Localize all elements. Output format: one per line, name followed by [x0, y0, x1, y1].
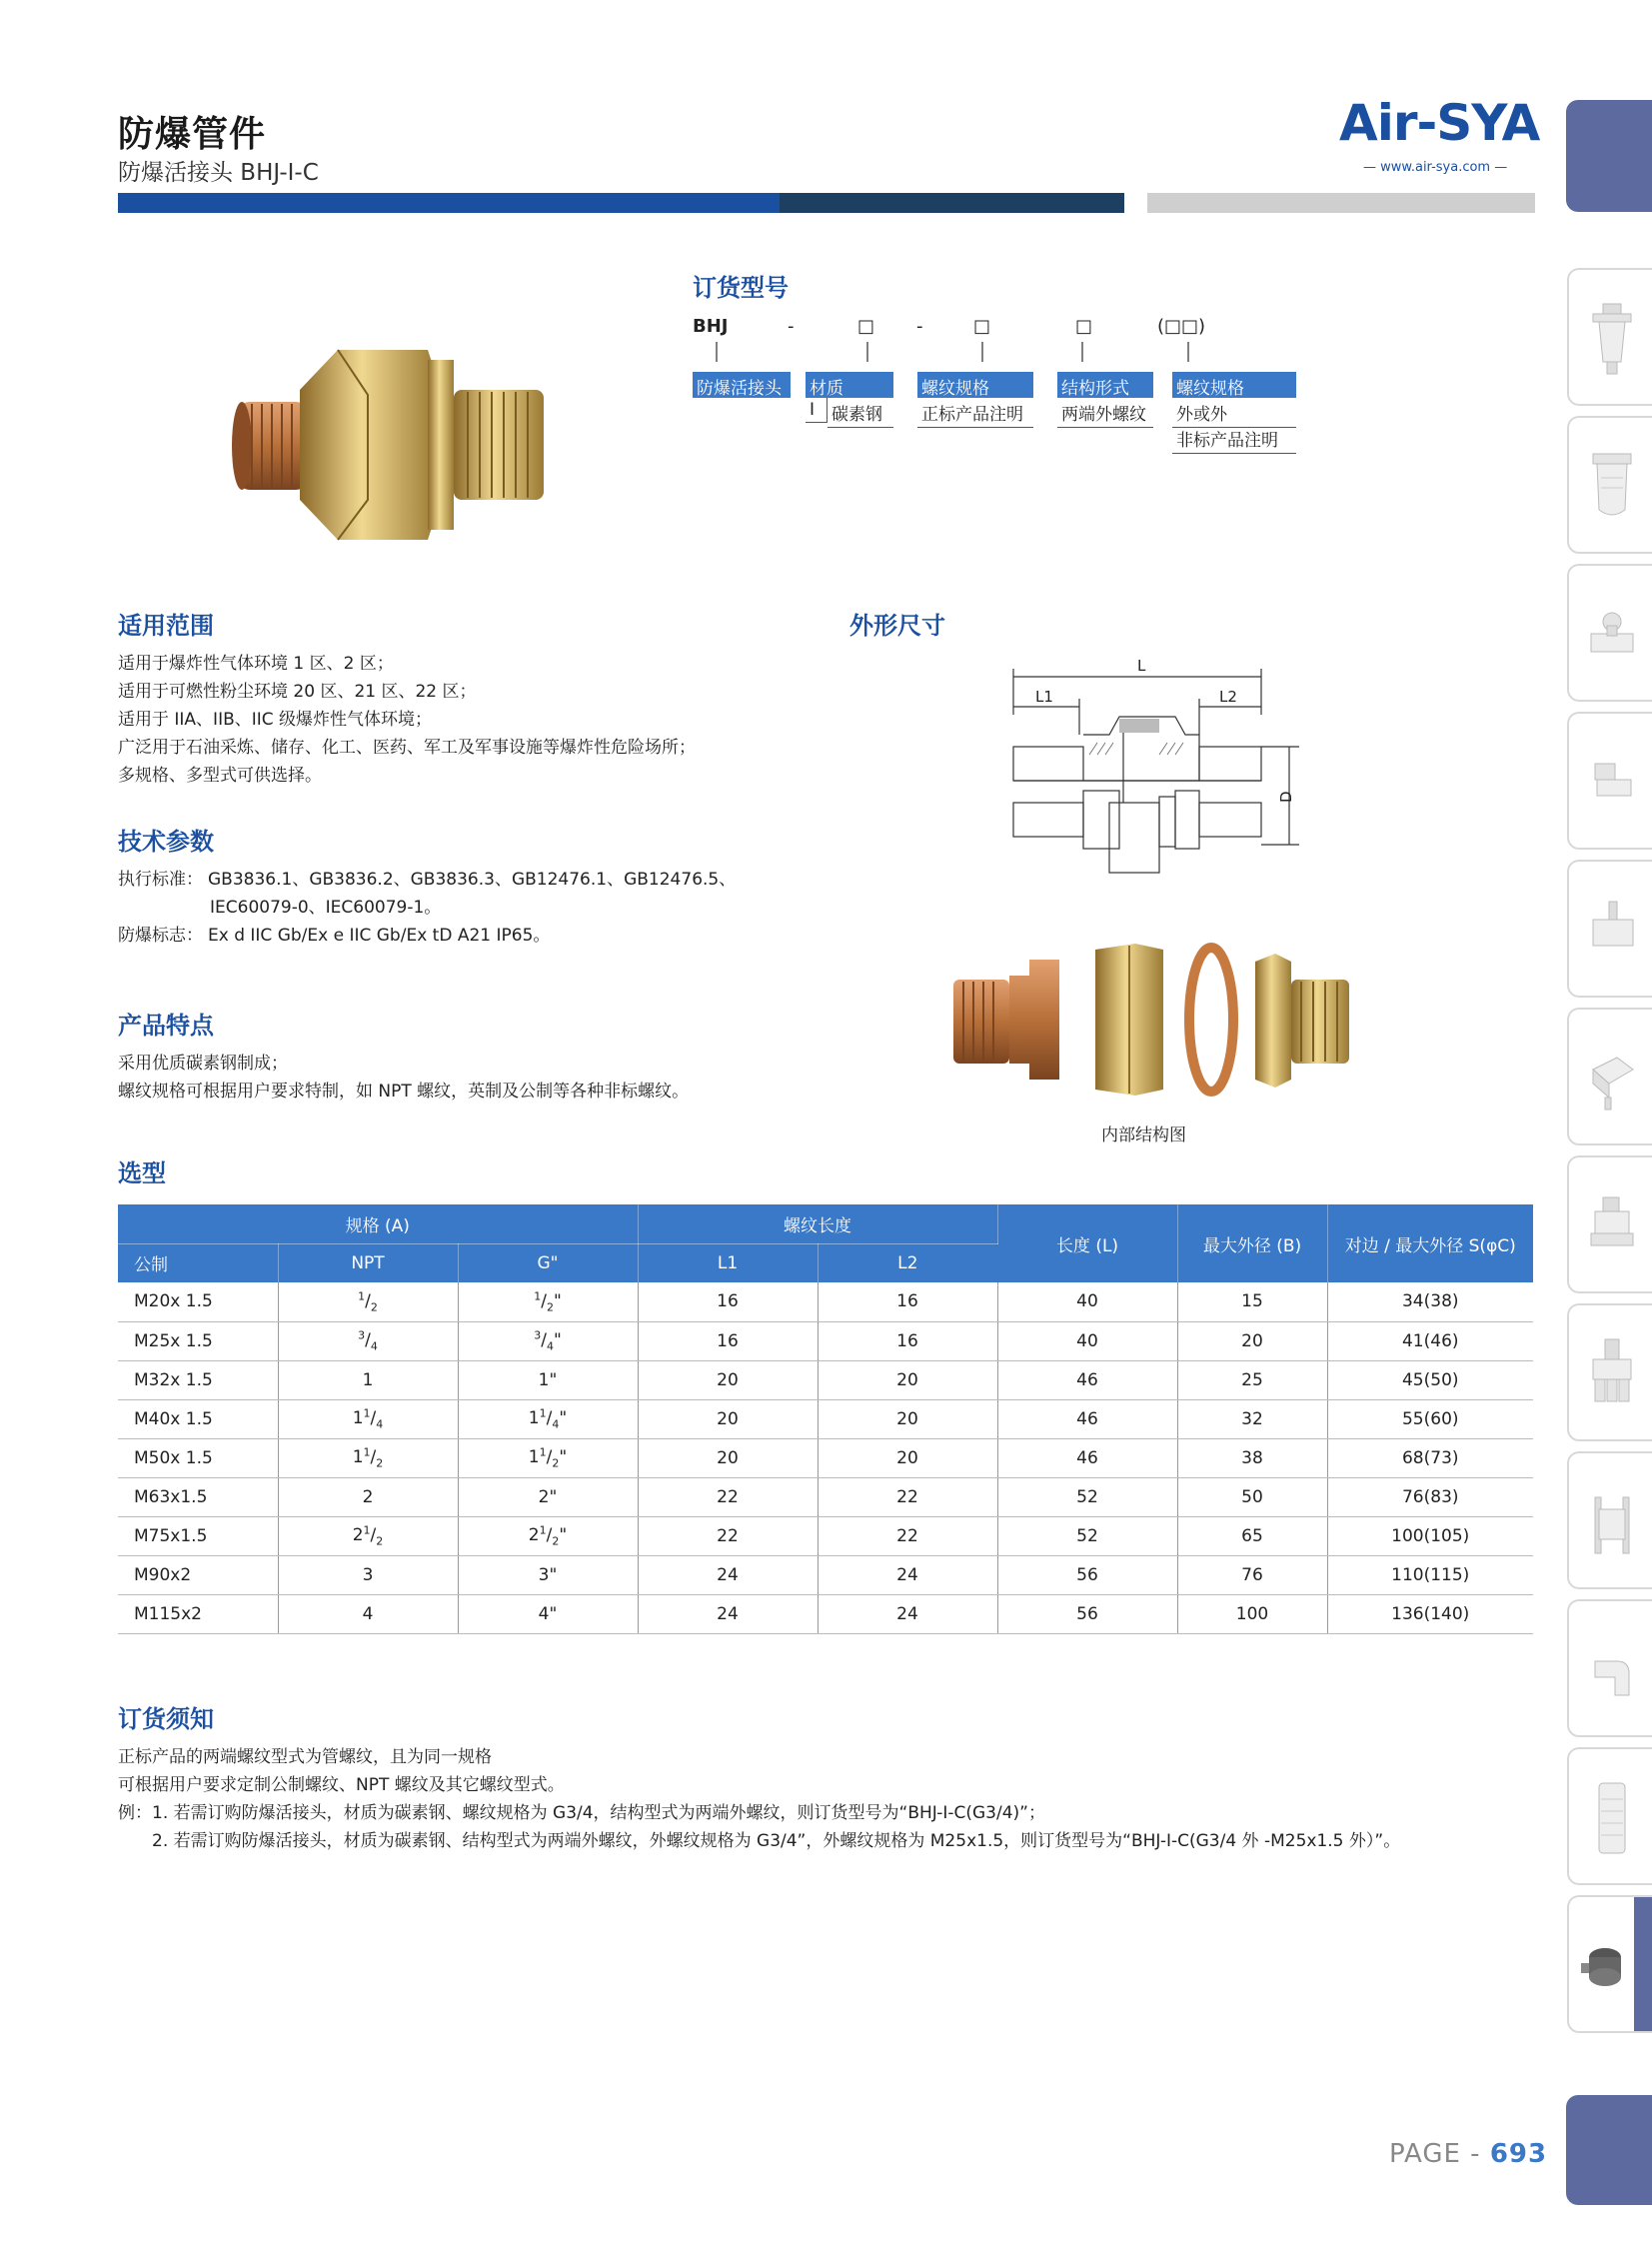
cell-npt: 3	[278, 1555, 458, 1594]
cell-across-flats: 76(83)	[1327, 1477, 1533, 1516]
header-max-od: 最大外径 (B)	[1177, 1204, 1327, 1282]
table-row	[118, 1399, 1533, 1438]
table-row	[118, 1516, 1533, 1555]
nav-fitting-active[interactable]	[1567, 1895, 1652, 2033]
specs-heading: 技术参数	[118, 828, 214, 856]
order-note-line: 可根据用户要求定制公制螺纹、NPT 螺纹及其它螺纹型式。	[118, 1775, 565, 1795]
cell-l2: 20	[818, 1438, 997, 1477]
cell-metric: M25x 1.5	[118, 1321, 278, 1360]
selection-table	[118, 1204, 1533, 1634]
selection-heading: 选型	[118, 1159, 166, 1187]
code-part-box1: □	[857, 316, 875, 337]
cell-metric: M75x1.5	[118, 1516, 278, 1555]
feature-line: 采用优质碳素钢制成；	[118, 1054, 288, 1074]
code-part-box3: □	[1075, 316, 1093, 337]
code-part-box4: (□□)	[1157, 316, 1206, 337]
cell-length: 56	[997, 1594, 1177, 1633]
cell-metric: M50x 1.5	[118, 1438, 278, 1477]
cell-l1: 20	[638, 1438, 818, 1477]
order-note-example-1: 例：1. 若需订购防爆活接头，材质为碳素钢、螺纹规格为 G3/4，结构型式为两端外螺纹，则订货型号为“BHJ-I-C(G3/4)”；	[118, 1803, 1045, 1823]
selection-table-body	[118, 1282, 1533, 1633]
label-D: D	[1277, 791, 1295, 803]
scope-line: 适用于可燃性粉尘环境 20 区、21 区、22 区；	[118, 682, 477, 702]
cell-across-flats: 68(73)	[1327, 1438, 1533, 1477]
table-row	[118, 1282, 1533, 1321]
nav-manifold[interactable]	[1567, 1303, 1652, 1441]
nav-cylinder[interactable]	[1567, 860, 1652, 998]
cell-l2: 22	[818, 1477, 997, 1516]
code-part-dash2: -	[916, 316, 923, 337]
side-tab-bottom	[1566, 2095, 1652, 2205]
page-title: 防爆管件	[118, 114, 267, 155]
header-bar-blue	[118, 193, 780, 213]
cell-max-od: 65	[1177, 1516, 1327, 1555]
cell-length: 46	[997, 1438, 1177, 1477]
cell-length: 52	[997, 1516, 1177, 1555]
brand-logo: Air-SYA	[1339, 94, 1540, 152]
code-label-structure: 结构形式	[1057, 372, 1153, 398]
cell-l1: 24	[638, 1555, 818, 1594]
cell-npt: $1^1/_4$	[278, 1399, 458, 1438]
cell-across-flats: 110(115)	[1327, 1555, 1533, 1594]
filter-icon	[1587, 300, 1637, 378]
header-l1: L1	[638, 1243, 818, 1282]
cell-metric: M115x2	[118, 1594, 278, 1633]
nav-pump[interactable]	[1567, 1155, 1652, 1293]
header-bar-teal	[780, 193, 1124, 213]
cell-metric: M40x 1.5	[118, 1399, 278, 1438]
nav-silencer[interactable]	[1567, 1747, 1652, 1885]
silencer-icon	[1587, 1779, 1637, 1857]
standard-line1: GB3836.1、GB3836.2、GB3836.3、GB12476.1、GB12476.5、	[208, 870, 737, 890]
cell-across-flats: 100(105)	[1327, 1516, 1533, 1555]
standard-label: 执行标准：	[118, 870, 203, 890]
header-metric: 公制	[118, 1243, 278, 1282]
table-row	[118, 1594, 1533, 1633]
regulator-icon	[1587, 1040, 1637, 1118]
header-bar-gray	[1147, 193, 1535, 213]
internal-parts-photo	[949, 940, 1359, 1100]
nav-solenoid[interactable]	[1567, 712, 1652, 850]
cell-l2: 16	[818, 1321, 997, 1360]
feature-line: 螺纹规格可根据用户要求特制，如 NPT 螺纹，英制及公制等各种非标螺纹。	[118, 1082, 690, 1102]
code-label-product: 防爆活接头	[693, 372, 791, 398]
table-row	[118, 1360, 1533, 1399]
thread2-value-1: 外或外	[1172, 398, 1296, 428]
valve-icon	[1587, 596, 1637, 674]
header-thread-group: 螺纹长度	[638, 1204, 997, 1243]
scope-line: 适用于爆炸性气体环境 1 区、2 区；	[118, 654, 394, 674]
cell-l1: 22	[638, 1516, 818, 1555]
internal-structure-caption: 内部结构图	[1101, 1125, 1186, 1145]
cell-l2: 20	[818, 1399, 997, 1438]
mark-value: Ex d IIC Gb/Ex e IIC Gb/Ex tD A21 IP65。	[208, 926, 551, 946]
nav-elbow[interactable]	[1567, 1599, 1652, 1737]
cell-l1: 22	[638, 1477, 818, 1516]
page-subtitle: 防爆活接头 BHJ-I-C	[118, 160, 319, 186]
cell-across-flats: 55(60)	[1327, 1399, 1533, 1438]
mark-label: 防爆标志：	[118, 926, 203, 946]
cell-across-flats: 136(140)	[1327, 1594, 1533, 1633]
fitting-icon	[1581, 1927, 1631, 2005]
label-L: L	[1137, 657, 1146, 675]
thread2-value-2: 非标产品注明	[1172, 424, 1296, 454]
header-across-flats: 对边 / 最大外径 S(φC)	[1327, 1204, 1533, 1282]
thread-value: 正标产品注明	[917, 398, 1033, 428]
cell-length: 40	[997, 1321, 1177, 1360]
cell-across-flats: 41(46)	[1327, 1321, 1533, 1360]
cell-npt: 2	[278, 1477, 458, 1516]
cell-l2: 16	[818, 1282, 997, 1321]
cell-across-flats: 34(38)	[1327, 1282, 1533, 1321]
product-photo	[228, 320, 558, 550]
cell-l2: 20	[818, 1360, 997, 1399]
cell-metric: M90x2	[118, 1555, 278, 1594]
header-l2: L2	[818, 1243, 997, 1282]
material-value: 碳素钢	[827, 398, 893, 428]
pump-icon	[1587, 1187, 1637, 1265]
cell-length: 40	[997, 1282, 1177, 1321]
cylinder-icon	[1587, 892, 1637, 970]
order-code-connectors	[693, 340, 1302, 370]
features-heading: 产品特点	[118, 1012, 214, 1040]
order-note-example-2: 2. 若需订购防爆活接头，材质为碳素钢、结构型式为两端外螺纹，外螺纹规格为 G3/4”，外螺纹规格为 M25x1.5，则订货型号为“BHJ-I-C(G3/4 外 -M25x1.5 外）”。	[152, 1831, 1401, 1851]
cell-length: 46	[997, 1399, 1177, 1438]
cell-length: 52	[997, 1477, 1177, 1516]
page-number: PAGE - 693	[1389, 2139, 1548, 2169]
manifold-icon	[1587, 1335, 1637, 1413]
cell-l2: 24	[818, 1594, 997, 1633]
cell-l1: 20	[638, 1360, 818, 1399]
cell-npt: $^1/_2$	[278, 1282, 458, 1321]
cell-length: 46	[997, 1360, 1177, 1399]
order-note-line: 正标产品的两端螺纹型式为管螺纹，且为同一规格	[118, 1747, 492, 1767]
scope-line: 适用于 IIA、IIB、IIC 级爆炸性气体环境；	[118, 710, 433, 730]
nav-valve[interactable]	[1567, 564, 1652, 702]
nav-filter[interactable]	[1567, 268, 1652, 406]
table-row	[118, 1477, 1533, 1516]
nav-bracket[interactable]	[1567, 1451, 1652, 1589]
material-code: I	[806, 398, 827, 423]
cell-max-od: 20	[1177, 1321, 1327, 1360]
scope-heading: 适用范围	[118, 612, 214, 640]
scope-line: 广泛用于石油采炼、储存、化工、医药、军工及军事设施等爆炸性危险场所；	[118, 738, 696, 758]
cell-l1: 16	[638, 1321, 818, 1360]
elbow-icon	[1587, 1631, 1637, 1709]
cell-g: 2"	[458, 1477, 638, 1516]
nav-lubricator[interactable]	[1567, 416, 1652, 554]
cell-g: $1^1/_4$"	[458, 1399, 638, 1438]
cell-l1: 20	[638, 1399, 818, 1438]
standard-line2: IEC60079-0、IEC60079-1。	[210, 898, 442, 918]
header-length: 长度 (L)	[997, 1204, 1177, 1282]
cell-npt: $1^1/_2$	[278, 1438, 458, 1477]
code-part-bhj: BHJ	[693, 316, 729, 337]
cell-metric: M32x 1.5	[118, 1360, 278, 1399]
cell-max-od: 100	[1177, 1594, 1327, 1633]
solenoid-icon	[1587, 744, 1637, 822]
bracket-icon	[1587, 1483, 1637, 1561]
cell-g: $1^1/_2$"	[458, 1438, 638, 1477]
cell-max-od: 25	[1177, 1360, 1327, 1399]
cell-g: $^1/_2$"	[458, 1282, 638, 1321]
cell-npt: 4	[278, 1594, 458, 1633]
cell-metric: M63x1.5	[118, 1477, 278, 1516]
cell-across-flats: 45(50)	[1327, 1360, 1533, 1399]
active-stripe	[1634, 1897, 1652, 2031]
table-row	[118, 1555, 1533, 1594]
code-label-thread: 螺纹规格	[917, 372, 1033, 398]
table-row	[118, 1321, 1533, 1360]
cell-g: 1"	[458, 1360, 638, 1399]
code-part-dash1: -	[788, 316, 795, 337]
cell-max-od: 50	[1177, 1477, 1327, 1516]
cell-max-od: 38	[1177, 1438, 1327, 1477]
order-code-heading: 订货型号	[693, 274, 789, 302]
cell-max-od: 76	[1177, 1555, 1327, 1594]
cell-npt: $^3/_4$	[278, 1321, 458, 1360]
cell-max-od: 15	[1177, 1282, 1327, 1321]
structure-value: 两端外螺纹	[1057, 398, 1153, 428]
label-L1: L1	[1035, 688, 1053, 706]
cell-g: 3"	[458, 1555, 638, 1594]
cell-g: $^3/_4$"	[458, 1321, 638, 1360]
cell-npt: $2^1/_2$	[278, 1516, 458, 1555]
dimensions-heading: 外形尺寸	[849, 612, 945, 640]
cell-l2: 24	[818, 1555, 997, 1594]
cell-g: $2^1/_2$"	[458, 1516, 638, 1555]
brand-url: — www.air-sya.com —	[1363, 160, 1508, 175]
lubricator-icon	[1587, 448, 1637, 526]
code-part-box2: □	[973, 316, 991, 337]
table-row	[118, 1438, 1533, 1477]
cell-max-od: 32	[1177, 1399, 1327, 1438]
cell-npt: 1	[278, 1360, 458, 1399]
cell-g: 4"	[458, 1594, 638, 1633]
dimension-drawing	[999, 655, 1309, 905]
code-label-thread2: 螺纹规格	[1172, 372, 1296, 398]
cell-l1: 24	[638, 1594, 818, 1633]
scope-line: 多规格、多型式可供选择。	[118, 766, 322, 786]
cell-l2: 22	[818, 1516, 997, 1555]
cell-metric: M20x 1.5	[118, 1282, 278, 1321]
header-npt: NPT	[278, 1243, 458, 1282]
cell-l1: 16	[638, 1282, 818, 1321]
side-tab-top	[1566, 100, 1652, 212]
header-spec-group: 规格 (A)	[118, 1204, 638, 1243]
cell-length: 56	[997, 1555, 1177, 1594]
order-notes-heading: 订货须知	[118, 1705, 214, 1733]
label-L2: L2	[1219, 688, 1237, 706]
code-label-material: 材质	[806, 372, 893, 398]
header-g: G"	[458, 1243, 638, 1282]
nav-regulator[interactable]	[1567, 1008, 1652, 1145]
